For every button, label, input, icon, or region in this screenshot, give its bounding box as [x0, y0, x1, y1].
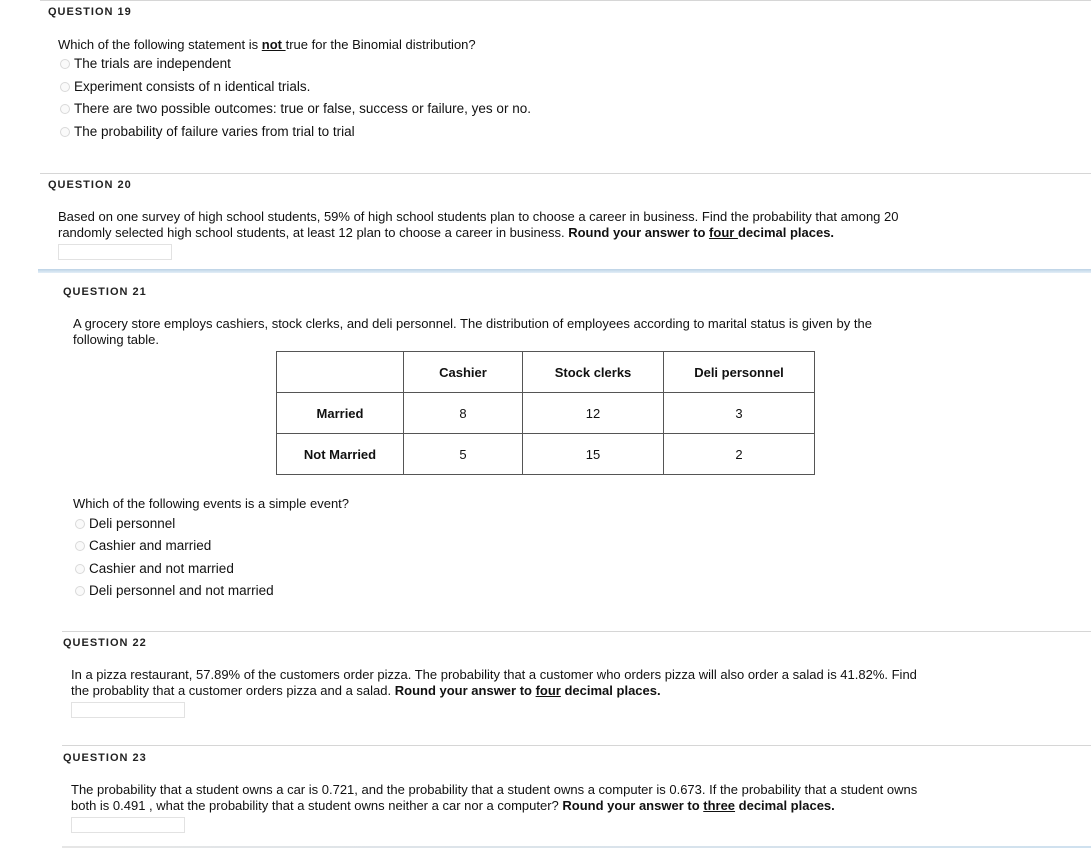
table-header-cell: Deli personnel	[664, 352, 815, 393]
question-22-stem-line1: In a pizza restaurant, 57.89% of the customers order pizza. The probability that a customer who orders pizza will also order a salad is 41.82%. Find	[71, 667, 917, 682]
question-23-round-emphasis: three	[703, 798, 736, 813]
question-23-stem-line1: The probability that a student owns a car is 0.721, and the probability that a student owns a computer is 0.673. If the probability that a student owns	[71, 782, 918, 797]
divider-q20	[40, 173, 1091, 174]
question-20-round-emphasis: four	[709, 225, 738, 240]
option-label: Experiment consists of n identical trials.	[74, 79, 311, 94]
question-23-answer-input[interactable]	[71, 817, 185, 833]
radio-icon[interactable]	[60, 82, 70, 92]
question-21-option-1[interactable]	[75, 516, 175, 532]
question-21-option-3[interactable]	[75, 561, 234, 577]
radio-icon[interactable]	[60, 104, 70, 114]
question-19-option-3[interactable]	[60, 101, 531, 117]
table-corner-cell	[277, 352, 404, 393]
top-divider	[40, 0, 1091, 1]
question-21-stem	[73, 316, 1073, 348]
question-23-stem	[71, 782, 1081, 814]
question-20-answer-input[interactable]	[58, 244, 172, 260]
question-19-stem-emphasis: not	[261, 37, 286, 52]
question-22-stem-line2-text: the probablity that a customer orders pizza and a salad.	[71, 683, 395, 698]
question-20-stem-line2-text: randomly selected high school students, at least 12 plan to choose a career in business.	[58, 225, 569, 240]
option-label: Cashier and not married	[89, 561, 234, 576]
table-cell: 2	[664, 434, 815, 475]
option-label: The trials are independent	[74, 56, 231, 71]
question-22-round-pre: Round your answer to	[394, 683, 536, 698]
table-row-label: Married	[277, 393, 404, 434]
marital-status-table	[276, 351, 815, 475]
question-19-option-1[interactable]	[60, 56, 231, 72]
table-cell: 3	[664, 393, 815, 434]
table-header-row	[277, 352, 815, 393]
question-19-stem-pre: Which of the following statement is	[58, 37, 262, 52]
question-20-stem	[58, 209, 1068, 241]
option-label: Cashier and married	[89, 538, 212, 553]
radio-icon[interactable]	[75, 519, 85, 529]
radio-icon[interactable]	[60, 59, 70, 69]
option-label: The probability of failure varies from trial to trial	[74, 124, 355, 139]
question-23-stem-line2	[71, 798, 1081, 814]
question-19-stem-post: true for the Binomial distribution?	[285, 37, 476, 52]
table-cell: 5	[404, 434, 523, 475]
question-20-round-pre: Round your answer to	[568, 225, 710, 240]
bottom-divider	[62, 846, 1091, 848]
question-23-heading: QUESTION 23	[63, 752, 147, 764]
question-19-heading: QUESTION 19	[48, 6, 132, 18]
question-19-option-2[interactable]	[60, 79, 310, 95]
question-19-option-4[interactable]	[60, 124, 355, 140]
question-20-stem-line1: Based on one survey of high school students, 59% of high school students plan to choose a career in business. Find the probability that among 20	[58, 209, 899, 224]
question-23-round-post: decimal places.	[735, 798, 835, 813]
question-22-heading: QUESTION 22	[63, 637, 147, 649]
table-row	[277, 393, 815, 434]
option-label: Deli personnel and not married	[89, 583, 274, 598]
option-label: Deli personnel	[89, 516, 176, 531]
question-21-option-2[interactable]	[75, 538, 211, 554]
question-19-stem	[58, 37, 476, 53]
question-21-stem-line1: A grocery store employs cashiers, stock clerks, and deli personnel. The distribution of employees according to marital status is given by the	[73, 316, 872, 331]
question-21-stem-line2: following table.	[73, 332, 159, 347]
question-21-subquestion: Which of the following events is a simple event?	[73, 496, 350, 511]
divider-q22	[62, 631, 1091, 632]
question-22-stem	[71, 667, 1081, 699]
question-23-stem-line2-text: both is 0.491 , what the probability that a student owns neither a car nor a computer?	[71, 798, 563, 813]
divider-q23	[62, 745, 1091, 746]
table-cell: 12	[523, 393, 664, 434]
option-label: There are two possible outcomes: true or false, success or failure, yes or no.	[74, 101, 531, 116]
question-22-stem-line2	[71, 683, 1081, 699]
question-23-round-pre: Round your answer to	[562, 798, 704, 813]
radio-icon[interactable]	[75, 541, 85, 551]
table-row	[277, 434, 815, 475]
table-cell: 15	[523, 434, 664, 475]
table-header-cell: Cashier	[404, 352, 523, 393]
question-22-round-emphasis: four	[535, 683, 561, 698]
question-21-heading: QUESTION 21	[63, 286, 147, 298]
table-header-cell: Stock clerks	[523, 352, 664, 393]
question-20-round-post: decimal places.	[737, 225, 835, 240]
question-20-heading: QUESTION 20	[48, 179, 132, 191]
question-22-round-post: decimal places.	[560, 683, 661, 698]
section-divider-blue	[38, 269, 1091, 273]
table-row-label: Not Married	[277, 434, 404, 475]
table-cell: 8	[404, 393, 523, 434]
question-22-answer-input[interactable]	[71, 702, 185, 718]
radio-icon[interactable]	[75, 586, 85, 596]
question-21-option-4[interactable]	[75, 583, 274, 599]
radio-icon[interactable]	[60, 127, 70, 137]
radio-icon[interactable]	[75, 564, 85, 574]
question-20-stem-line2	[58, 225, 1068, 241]
